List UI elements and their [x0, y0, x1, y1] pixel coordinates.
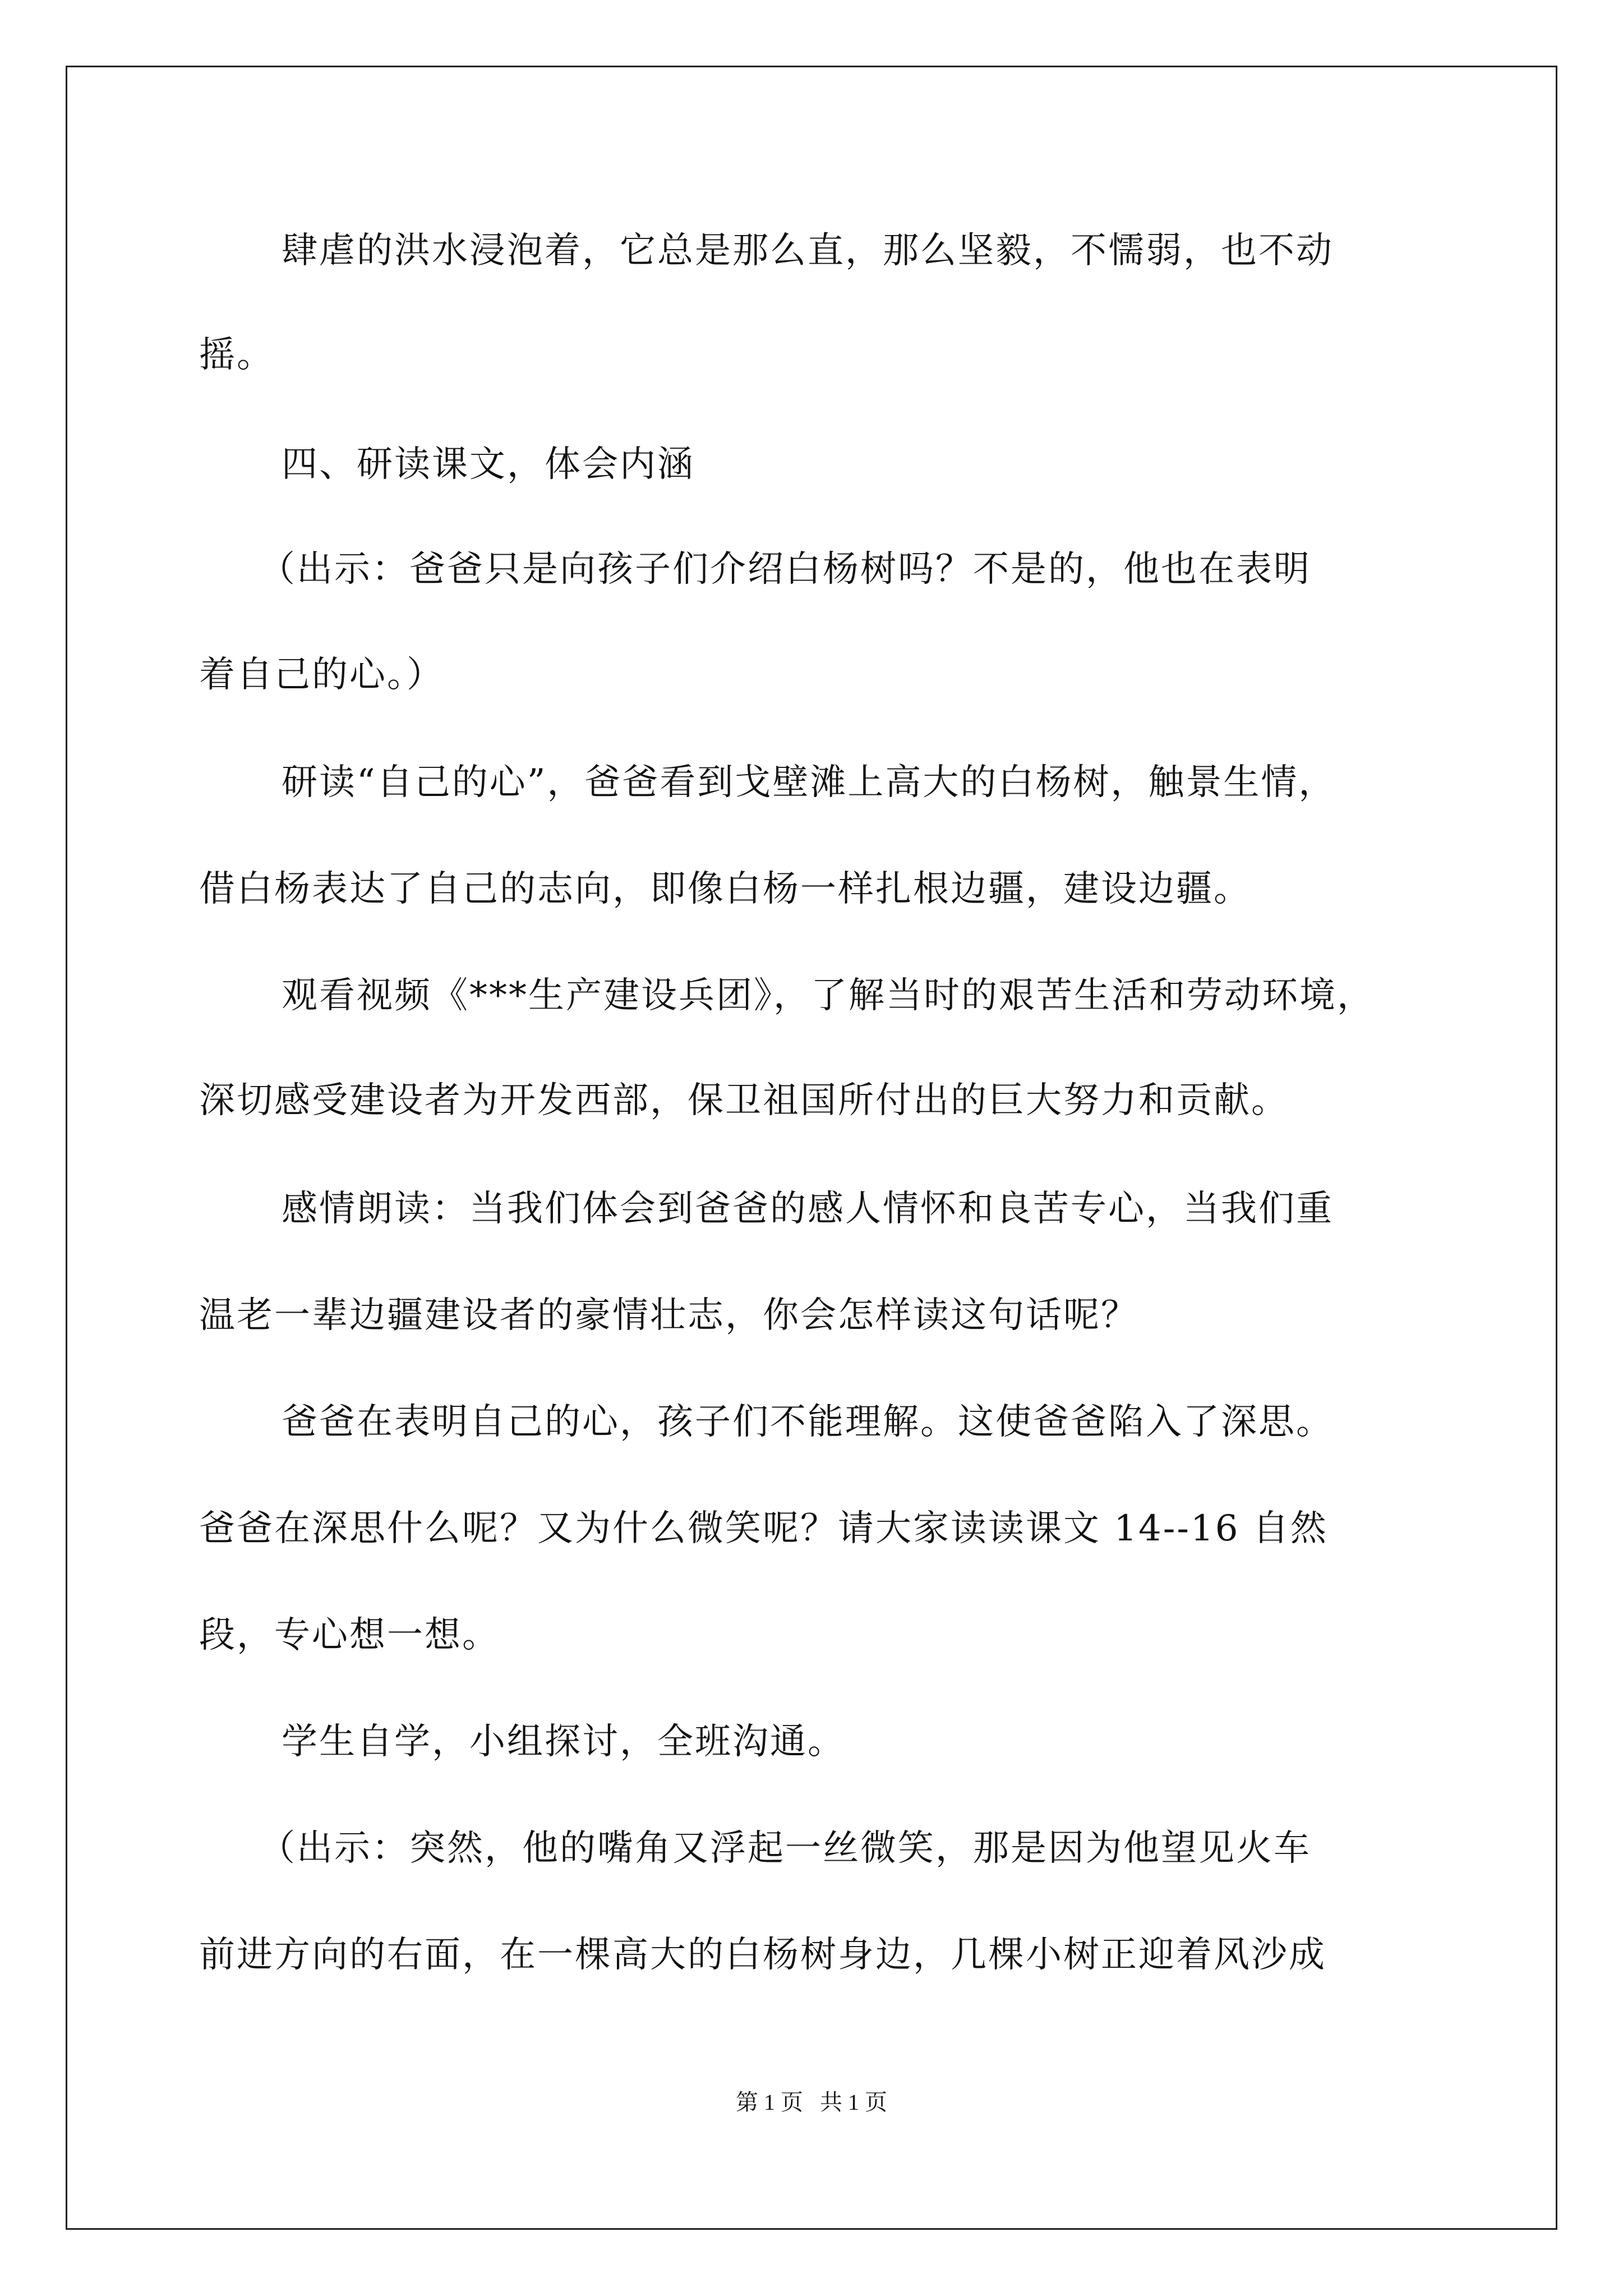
- text-line: 借白杨表达了自己的志向，即像白杨一样扎根边疆，建设边疆。: [199, 868, 1251, 910]
- text-line: 研读“自己的心”，爸爸看到戈壁滩上高大的白杨树，触景生情，: [282, 762, 1336, 803]
- text-line: 着自己的心。）: [199, 654, 444, 696]
- text-line: （出示：突然，他的嘴角又浮起一丝微笑，那是因为他望见火车: [259, 1828, 1311, 1869]
- text-line: 学生自学，小组探讨，全班沟通。: [282, 1721, 845, 1763]
- text-line: 深切感受建设者为开发西部，保卫祖国所付出的巨大努力和贡献。: [199, 1080, 1289, 1121]
- text-line: （出示：爸爸只是向孩子们介绍白杨树吗？不是的，他也在表明: [259, 549, 1311, 590]
- text-line: 爸爸在深思什么呢？又为什么微笑呢？请大家读读课文 14--16 自然: [199, 1508, 1328, 1549]
- text-line: 摇。: [199, 334, 274, 376]
- page-number-footer: 第 1 页 共 1 页: [736, 2090, 887, 2115]
- page-border: [66, 66, 1557, 2230]
- section-heading: 四、研读课文，体会内涵: [282, 444, 695, 485]
- text-line: 前进方向的右面，在一棵高大的白杨树身边，几棵小树正迎着风沙成: [199, 1934, 1326, 1976]
- text-line: 感情朗读：当我们体会到爸爸的感人情怀和良苦专心，当我们重: [282, 1188, 1334, 1230]
- text-line: 肆虐的洪水浸泡着，它总是那么直，那么坚毅，不懦弱，也不动: [282, 230, 1334, 272]
- text-line: 爸爸在表明自己的心，孩子们不能理解。这使爸爸陷入了深思。: [282, 1401, 1334, 1443]
- text-line: 观看视频《***生产建设兵团》，了解当时的艰苦生活和劳动环境，: [282, 975, 1375, 1016]
- text-line: 段，专心想一想。: [199, 1614, 500, 1656]
- text-line: 温老一辈边疆建设者的豪情壮志，你会怎样读这句话呢？: [199, 1295, 1138, 1336]
